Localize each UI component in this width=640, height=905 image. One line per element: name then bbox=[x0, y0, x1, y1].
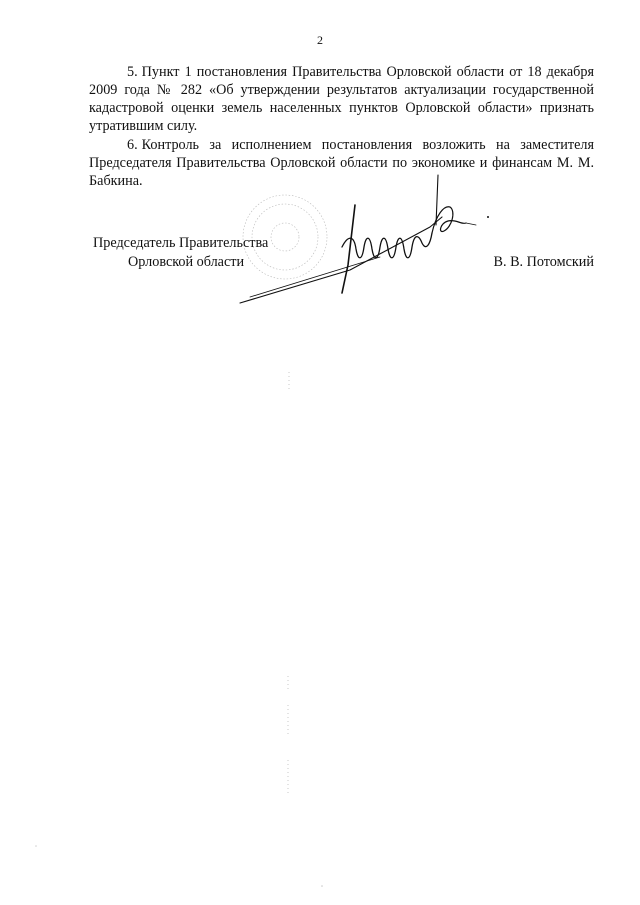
paragraph-5-text: Пункт 1 постановления Правительства Орловской области от 18 декабря 2009 года № 282 «Об утверждении результатов актуализации государственной кадастровой оценки земель населенных пунктов Орловской области» признать утратившим силу. bbox=[89, 64, 594, 134]
paragraph-5-number: 5. bbox=[127, 64, 138, 80]
signatory-title-line2: Орловской области bbox=[128, 254, 245, 270]
paragraph-5 bbox=[89, 63, 594, 135]
page-number: 2 bbox=[317, 33, 323, 47]
paragraph-6-text: Контроль за исполнением постановления возложить на заместителя Председателя Правительства Орловской области по экономике и финансам М. М. Бабкина. bbox=[89, 137, 594, 189]
paragraph-6-number: 6. bbox=[127, 137, 138, 153]
document-body bbox=[89, 63, 594, 191]
signature-block bbox=[0, 234, 640, 274]
paragraph-6 bbox=[89, 136, 594, 190]
signatory-name: В. В. Потомский bbox=[493, 254, 594, 270]
signatory-title-line1: Председатель Правительства bbox=[93, 235, 269, 251]
